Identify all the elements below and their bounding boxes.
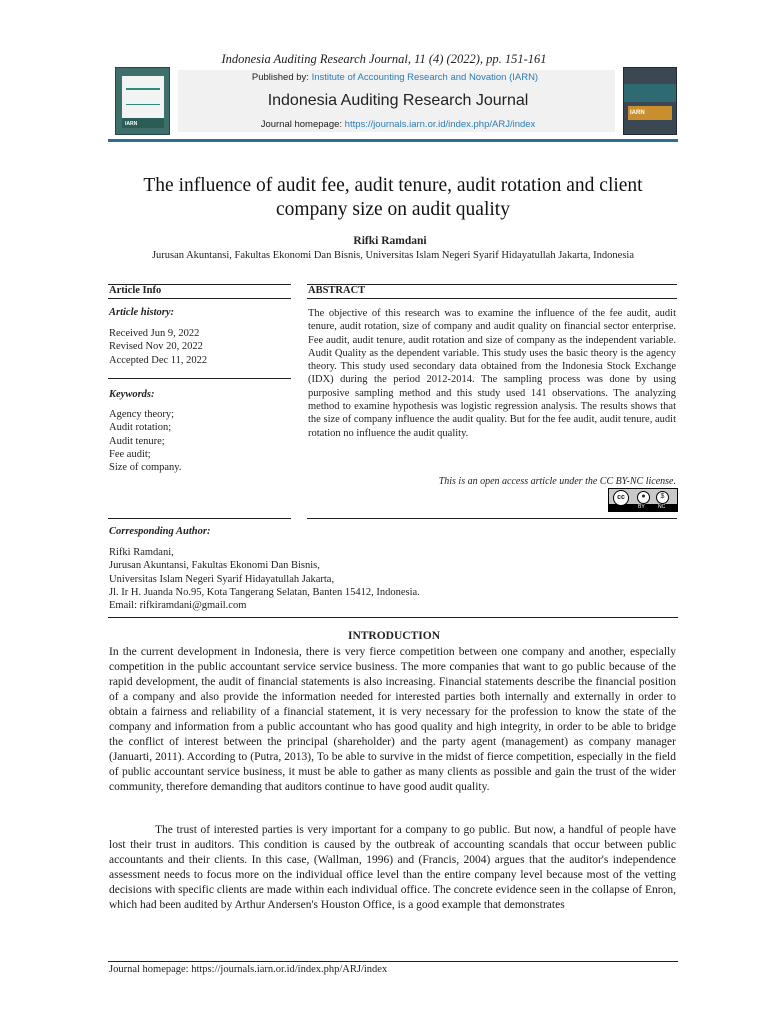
abstract-head-rule bbox=[307, 298, 677, 299]
introduction-heading: INTRODUCTION bbox=[347, 630, 440, 642]
footer-homepage: Journal homepage: https://journals.iarn.or.id/index.php/ARJ/index bbox=[109, 964, 388, 975]
cover-left-label: IARN bbox=[125, 121, 138, 127]
open-access-note: This is an open access article under the CC BY-NC license. bbox=[438, 476, 676, 487]
keyword-item: Audit tenure; bbox=[109, 436, 165, 447]
keyword-item: Agency theory; bbox=[109, 409, 175, 420]
abstract-heading: ABSTRACT bbox=[308, 285, 366, 296]
published-by-label: Published by: bbox=[251, 72, 312, 83]
abstract-text: The objective of this research was to examine the influence of the fee audit, audit tenure, audit rotation, size of company and audit quality on financial sector enterprise. Fee audit, audit tenure, audit rotation and size of company as the independent variable. Audit Quality as the dependent variable. This study uses the basic theory is the agency theory. This study used secondary data obtained from the Indonesia Stock Exchange (IDX) during the period 2012-2014. The sampling process was done by using purposive sampling method and this study used 141 observations. The analyzing method to examine hypothesis was logistic regression analysis. The results shows that the size of company influence the audit quality. But for the fee audit, audit tenure, audit rotation no influence the audit quality. bbox=[308, 308, 676, 439]
received-date: Received Jun 9, 2022 bbox=[109, 328, 200, 339]
by-label: BY bbox=[638, 504, 645, 510]
corresponding-line: Rifki Ramdani, bbox=[109, 547, 174, 558]
corresponding-email: Email: rifkiramdani@gmail.com bbox=[109, 600, 247, 612]
article-title: The influence of audit fee, audit tenure, audit rotation and client company size on audit quality bbox=[143, 175, 643, 220]
keywords-heading: Keywords: bbox=[109, 389, 155, 400]
cc-icon: cc bbox=[613, 490, 629, 506]
author-affiliation: Jurusan Akuntansi, Fakultas Ekonomi Dan Bisnis, Universitas Islam Negeri Syarif Hidayatullah Jakarta, Indonesia bbox=[151, 250, 635, 261]
non-commercial-icon: $ bbox=[656, 491, 669, 504]
nc-label: NC bbox=[658, 504, 666, 510]
article-history-heading: Article history: bbox=[109, 307, 175, 318]
journal-citation: Indonesia Auditing Research Journal, 11 (4) (2022), pp. 151-161 bbox=[221, 52, 547, 66]
cover-right-label: IARN bbox=[630, 110, 645, 116]
corresponding-bottom-rule bbox=[108, 617, 678, 618]
footer-rule bbox=[108, 961, 678, 962]
homepage-label: Journal homepage: bbox=[260, 119, 345, 130]
publisher-link[interactable]: Institute of Accounting Research and Novation (IARN) bbox=[311, 72, 539, 83]
author-name: Rifki Ramdani bbox=[353, 235, 427, 247]
attribution-icon: ● bbox=[637, 491, 650, 504]
revised-date: Revised Nov 20, 2022 bbox=[109, 341, 203, 352]
abstract-bottom-rule bbox=[307, 518, 677, 519]
corresponding-line: Jl. Ir H. Juanda No.95, Kota Tangerang Selatan, Banten 15412, Indonesia. bbox=[109, 586, 420, 598]
keyword-item: Size of company. bbox=[109, 462, 182, 473]
corresponding-author-heading: Corresponding Author: bbox=[109, 526, 211, 537]
journal-cover-thumbnail-right bbox=[623, 67, 677, 135]
corresponding-author-details bbox=[109, 546, 420, 612]
homepage-link[interactable]: https://journals.iarn.or.id/index.php/ARJ/index bbox=[344, 119, 536, 130]
keyword-item: Fee audit; bbox=[109, 449, 151, 460]
info-bottom-rule bbox=[108, 518, 291, 519]
keyword-item: Audit rotation; bbox=[109, 422, 172, 433]
journal-name: Indonesia Auditing Research Journal bbox=[267, 92, 529, 109]
info-head-rule bbox=[108, 298, 291, 299]
introduction-paragraph-1: In the current development in Indonesia, there is very fierce competition between one company and another, especially competition in the public accountant service service business. The more companies that want to go public because of the rapid development, the audit of financial statements is also increasing. Financial statements describe the financial position of a company and also provide the information needed for interested parties both internally and externally in order to obtain a fairness and reliability of a financial statement, it is very necessary for the profession to know the state of the company and information from a public accountant who has good quality and high integrity, in order to be able to bridge the conflict of interest between the principal (shareholder) and the party agent (management) as company manager (Januarti, 2011). According to (Putra, 2013), To be able to survive in the midst of fierce competition, especially in the field of public accountant service business, it must be able to gather as many clients as possible and gain the trust of the wider community, therefore demanding that auditors continue to have good audit quality. bbox=[109, 646, 676, 793]
introduction-paragraph-2: The trust of interested parties is very important for a company to go public. But now, a handful of people have lost their trust in auditors. This condition is caused by the outbreak of accounting scandals that occur between public accountants and their clients. In this case, (Wallman, 1996) and (Francis, 2004) argues that the auditor's independence assessment needs to focus more on the individual office level than the entire company level because most of the vetting decisions with specific clients are made within each individual office. The concrete evidence seen in the collapse of Enron, which had been audited by Arthur Andersen's Houston Office, is a good example that demonstrates bbox=[109, 824, 676, 911]
corresponding-line: Jurusan Akuntansi, Fakultas Ekonomi Dan Bisnis, bbox=[109, 560, 320, 572]
info-mid-rule bbox=[108, 378, 291, 379]
cc-by-nc-badge[interactable] bbox=[608, 488, 678, 512]
article-info-heading: Article Info bbox=[109, 285, 162, 296]
corresponding-line: Universitas Islam Negeri Syarif Hidayatullah Jakarta, bbox=[109, 573, 335, 585]
header-divider bbox=[108, 139, 678, 142]
accepted-date: Accepted Dec 11, 2022 bbox=[109, 355, 208, 366]
